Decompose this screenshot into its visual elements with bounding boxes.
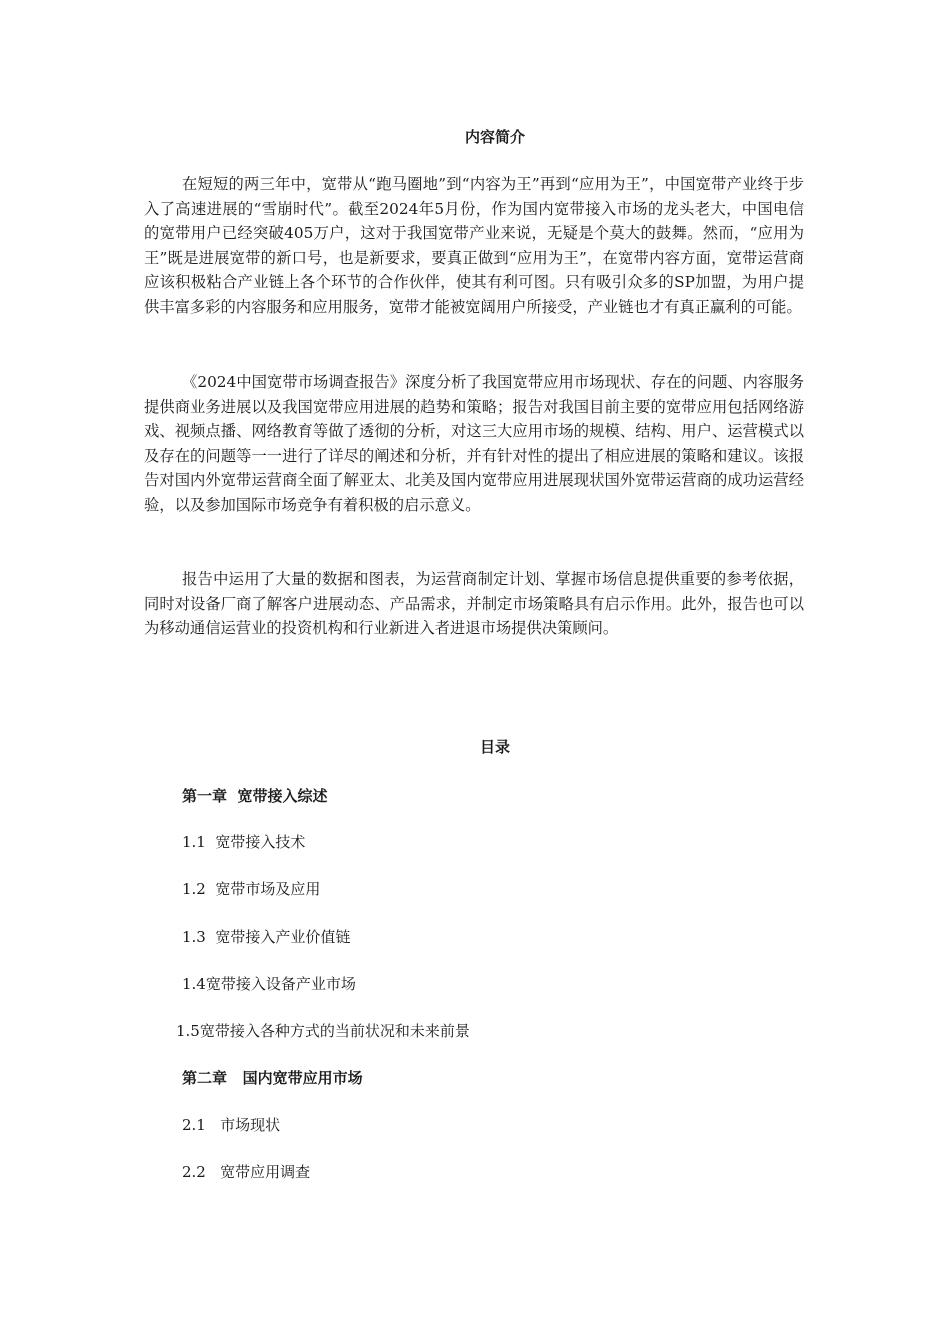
toc-section-1-5[interactable]: 1.5宽带接入各种方式的当前状况和未来前景 [176, 1022, 470, 1040]
toc-section-1-3[interactable]: 1.3 宽带接入产业价值链 [182, 928, 351, 946]
intro-paragraph-2: 《2024中国宽带市场调查报告》深度分析了我国宽带应用市场现状、存在的问题、内容服务提供商业务进展以及我国宽带应用进展的趋势和策略；报告对我国目前主要的宽带应用包括网络游戏、视频点播、网络教育等做了透彻的分析，对这三大应用市场的规模、结构、用户、运营模式以及存在的问题等一一进行了详尽的阐述和分析，并有针对性的提出了相应进展的策略和建议。该报告对国内外宽带运营商全面了解亚太、北美及国内宽带应用进展现状国外宽带运营商的成功运营经验，以及参加国际市场竞争有着积极的启示意义。 [144, 373, 804, 514]
toc-section-1-1[interactable]: 1.1 宽带接入技术 [182, 833, 306, 851]
intro-paragraph-1: 在短短的两三年中，宽带从“跑马圈地”到“内容为王”再到“应用为王”，中国宽带产业终于步入了高速进展的“雪崩时代”。截至2024年5月份，作为国内宽带接入市场的龙头老大，中国电信的宽带用户已经突破405万户，这对于我国宽带产业来说，无疑是个莫大的鼓舞。然而，“应用为王”既是进展宽带的新口号，也是新要求，要真正做到“应用为王”，在宽带内容方面，宽带运营商应该积极粘合产业链上各个环节的合作伙伴，使其有利可图。只有吸引众多的SP加盟，为用户提供丰富多彩的内容服务和应用服务，宽带才能被宽阔用户所接受，产业链也才有真正赢利的可能。 [144, 175, 804, 316]
toc-section-1-4[interactable]: 1.4宽带接入设备产业市场 [182, 975, 356, 993]
toc-section-1-2[interactable]: 1.2 宽带市场及应用 [182, 880, 321, 898]
toc-section-2-1[interactable]: 2.1 市场现状 [182, 1116, 281, 1134]
intro-paragraph-3: 报告中运用了大量的数据和图表，为运营商制定计划、掌握市场信息提供重要的参考依据，同时对设备厂商了解客户进展动态、产品需求，并制定市场策略具有启示作用。此外，报告也可以为移动通信运营业的投资机构和行业新进入者进退市场提供决策顾问。 [144, 570, 804, 638]
toc-chapter-2[interactable]: 第二章 国内宽带应用市场 [182, 1069, 363, 1087]
toc-chapter-1[interactable]: 第一章 宽带接入综述 [182, 787, 328, 805]
toc-section-2-2[interactable]: 2.2 宽带应用调查 [182, 1163, 311, 1181]
intro-title: 内容简介 [464, 128, 525, 146]
toc-title: 目录 [479, 738, 510, 756]
